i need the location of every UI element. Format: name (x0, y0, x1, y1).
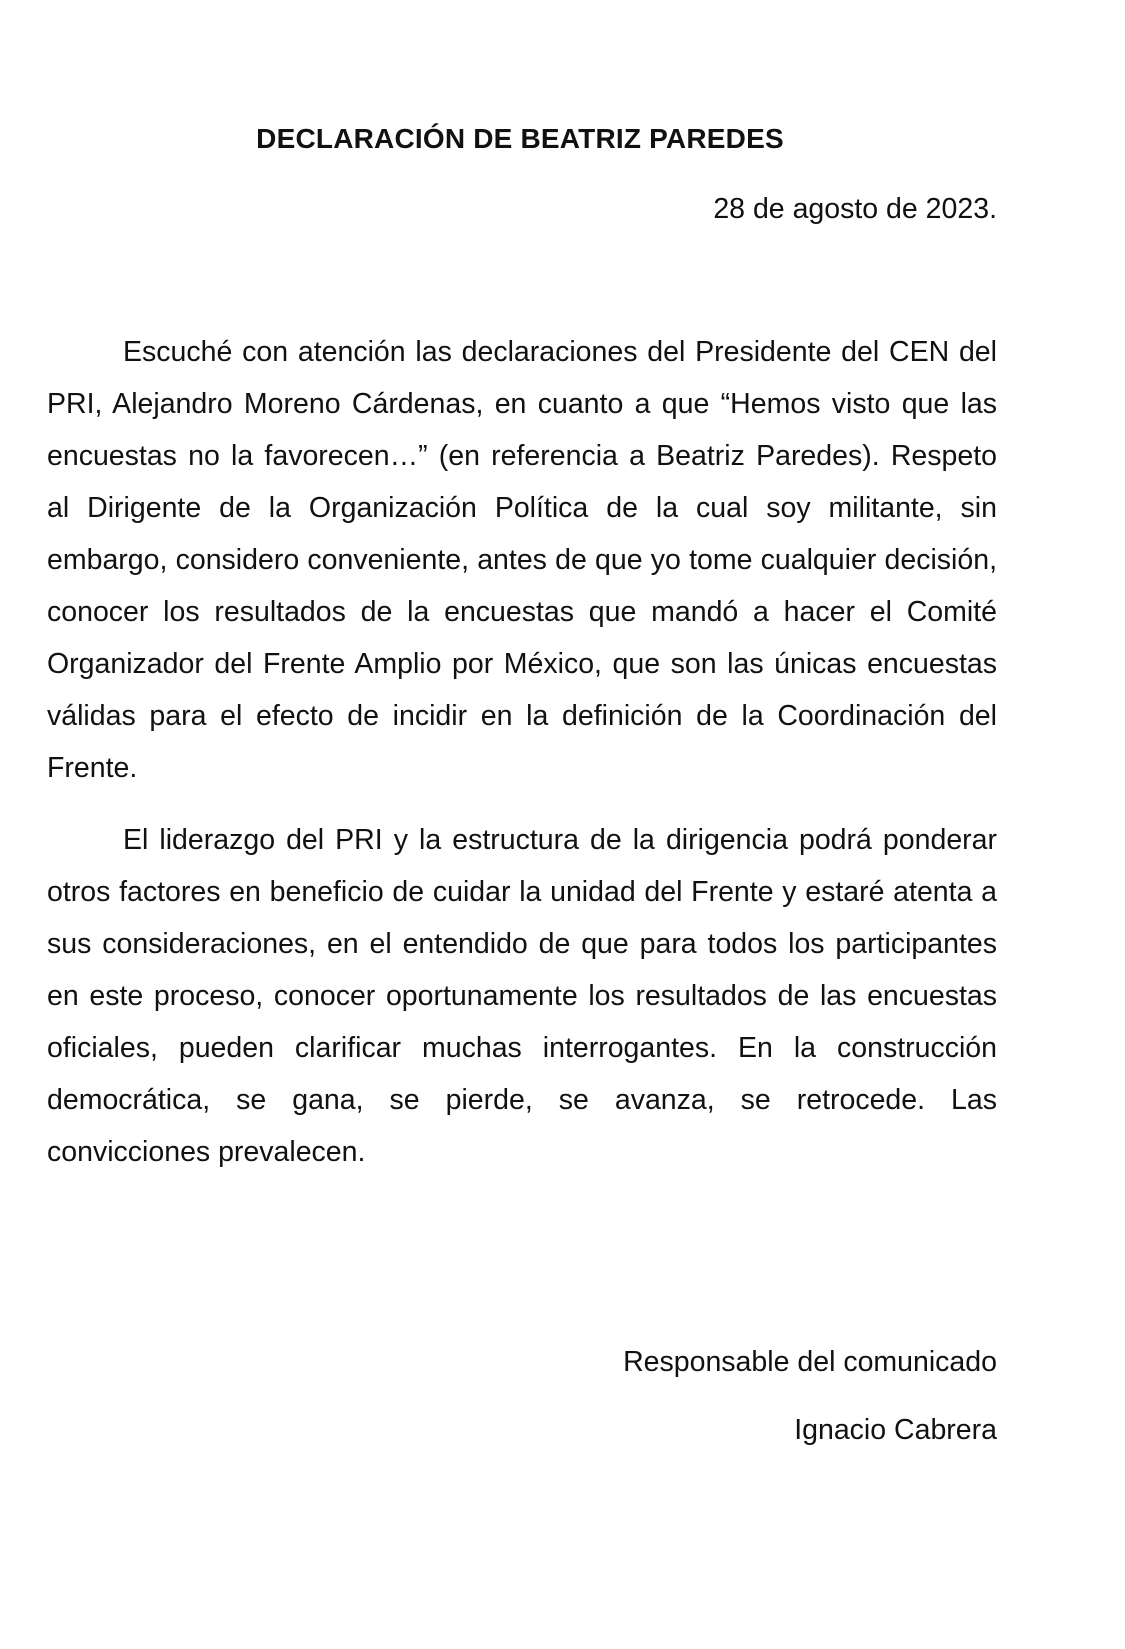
document-date: 28 de agosto de 2023. (713, 193, 997, 225)
paragraph-2: El liderazgo del PRI y la estructura de la dirigencia podrá ponderar otros factores en beneficio de cuidar la unidad del Frente y estaré atenta a sus consideraciones, en el entendido de que para todos los participantes en este proceso, conocer oportunamente los resultados de las encuestas oficiales, pueden clarificar muchas interrogantes. En la construcción democrática, se gana, se pierde, se avanza, se retrocede. Las convicciones prevalecen. (47, 824, 997, 1168)
signature-role: Responsable del comunicado (623, 1346, 997, 1378)
paragraph-1: Escuché con atención las declaraciones del Presidente del CEN del PRI, Alejandro Moreno Cárdenas, en cuanto a que “Hemos visto que las encuestas no la favorecen…” (en referencia a Beatriz Paredes). Respeto al Dirigente de la Organización Política de la cual soy militante, sin embargo, considero conveniente, antes de que yo tome cualquier decisión, conocer los resultados de la encuestas que mandó a hacer el Comité Organizador del Frente Amplio por México, que son las únicas encuestas válidas para el efecto de incidir en la definición de la Coordinación del Frente. (47, 336, 997, 784)
signature-name: Ignacio Cabrera (794, 1414, 997, 1446)
document-title: DECLARACIÓN DE BEATRIZ PAREDES (256, 123, 784, 154)
